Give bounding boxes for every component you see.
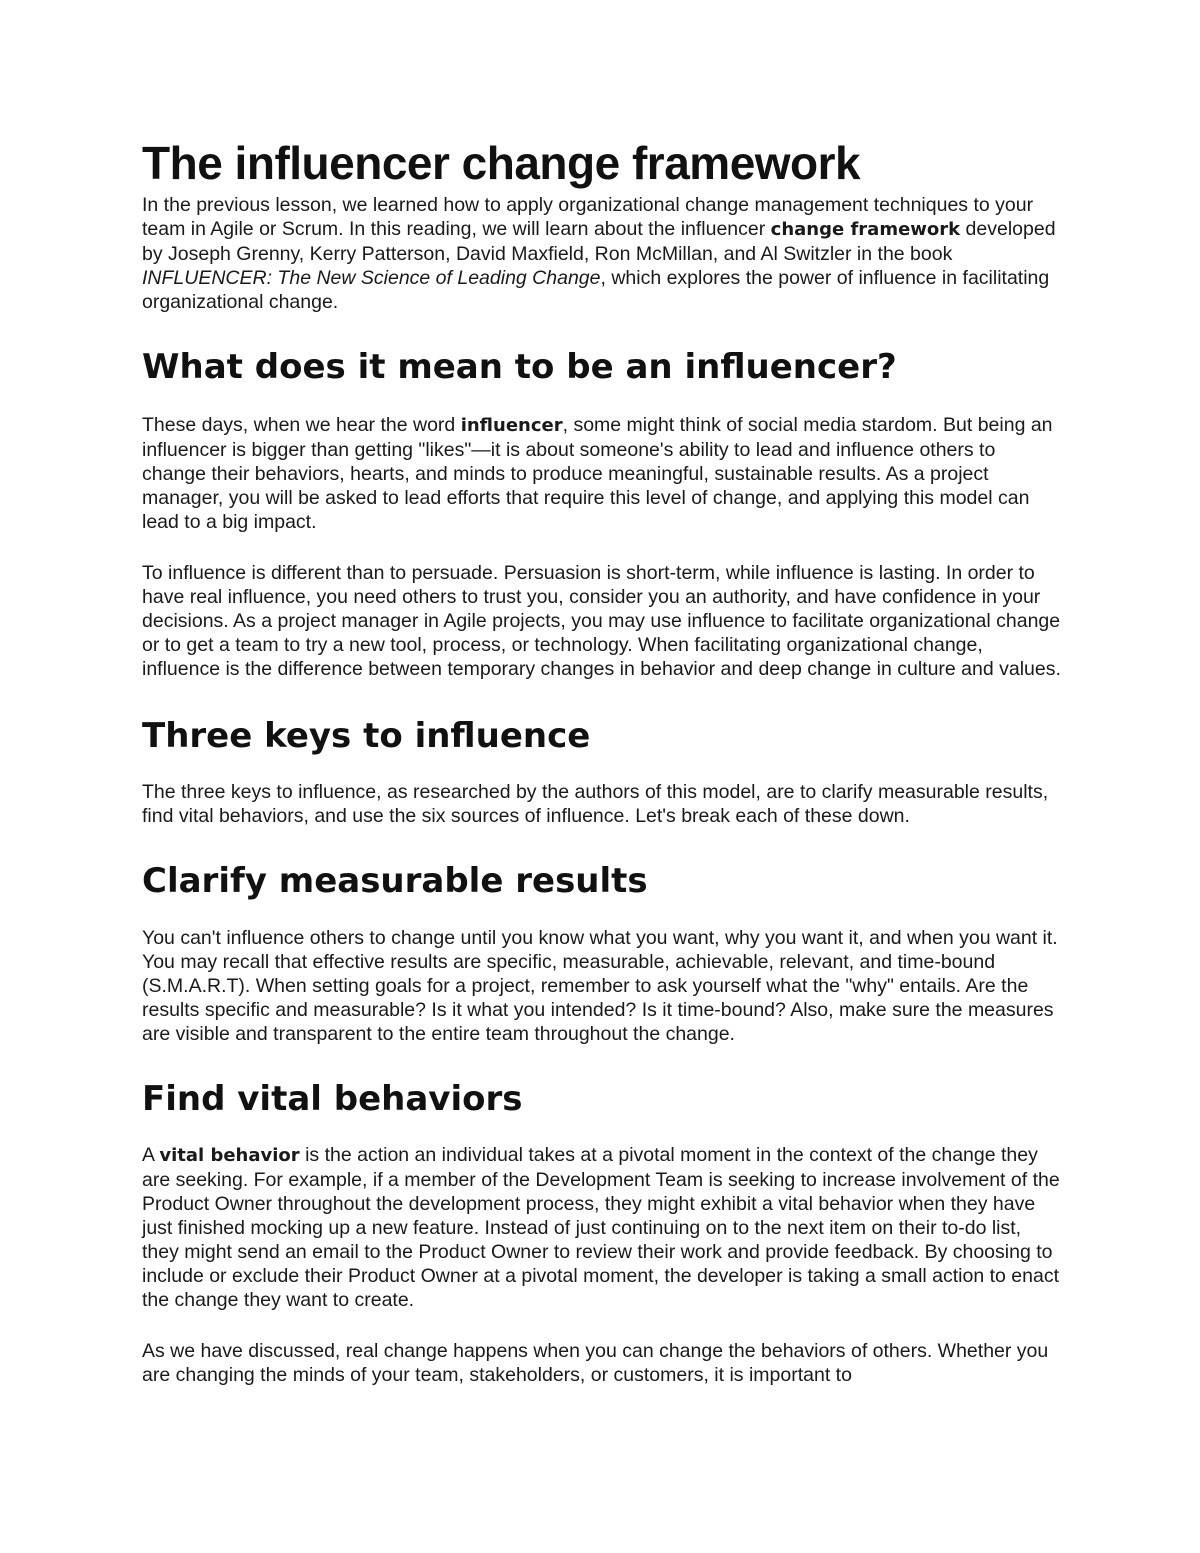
influencer-text-2: , some might think of social media stardom. But being an influencer is bigger than getting "likes"—it is about someone's ability to lead and influence others to change their behaviors, hearts, and minds to produce meaningful, sustainable results. As a project manager, you will be asked to lead efforts that require this level of change, and applying this model can lead to a big impact.	[142, 413, 1053, 533]
term-change-framework: change framework	[770, 218, 961, 240]
heading-clarify-results: Clarify measurable results	[142, 861, 648, 902]
influencer-paragraph-1	[142, 413, 1062, 534]
intro-text-1: In the previous lesson, we learned how to apply organizational change management techniques to your team in Agile or Scrum. In this reading, we will learn about the influencer	[142, 193, 1034, 240]
clarify-paragraph: You can't influence others to change until you know what you want, why you want it, and when you want it. You may recall that effective results are specific, measurable, achievable, relevant, and time-bound (S.M.A.R.T). When setting goals for a project, remember to ask yourself what the "why" entails. Are the results specific and measurable? Is it what you intended? Is it time-bound? Also, make sure the measures are visible and transparent to the entire team throughout the change.	[142, 926, 1058, 1045]
book-title: INFLUENCER: The New Science of Leading Change	[142, 266, 601, 289]
vital-paragraph-1	[142, 1143, 1062, 1312]
keys-paragraph: The three keys to influence, as researched by the authors of this model, are to clarify measurable results, find vital behaviors, and use the six sources of influence. Let's break each of these down.	[142, 781, 1049, 828]
heading-vital-behaviors: Find vital behaviors	[142, 1078, 523, 1119]
document-page	[142, 138, 1062, 1387]
influencer-paragraph-2: To influence is different than to persuade. Persuasion is short-term, while influence is lasting. In order to have real influence, you need others to trust you, consider you an authority, and have confidence in your decisions. As a project manager in Agile projects, you may use influence to facilitate organizational change or to get a team to try a new tool, process, or technology. When facilitating organizational change, influence is the difference between temporary changes in behavior and deep change in culture and values.	[142, 561, 1061, 680]
intro-paragraph	[142, 193, 1062, 314]
document-title: The influencer change framework	[142, 137, 861, 189]
intro-text-3: , which explores the power of influence in facilitating organizational change.	[142, 266, 1050, 313]
intro-text-2: developed by Joseph Grenny, Kerry Patterson, David Maxfield, Ron McMillan, and Al Switzler in the book	[142, 217, 1056, 265]
vital-text-2: is the action an individual takes at a pivotal moment in the context of the change they are seeking. For example, if a member of the Development Team is seeking to increase involvement of the Product Owner throughout the development process, they might exhibit a vital behavior when they have just finished mocking up a new feature. Instead of just continuing on to the next item on their to-do list, they might send an email to the Product Owner to review their work and provide feedback. By choosing to include or exclude their Product Owner at a pivotal moment, the developer is taking a small action to enact the change they want to create.	[142, 1144, 1060, 1312]
vital-paragraph-2: As we have discussed, real change happens when you can change the behaviors of others. Whether you are changing the minds of your team, stakeholders, or customers, it is important to	[142, 1340, 1049, 1387]
heading-influencer: What does it mean to be an influencer?	[142, 346, 897, 387]
vital-text-1: A	[142, 1144, 160, 1167]
term-vital-behavior: vital behavior	[159, 1145, 300, 1167]
heading-three-keys: Three keys to influence	[142, 715, 591, 756]
term-influencer: influencer	[460, 414, 563, 436]
influencer-text-1: These days, when we hear the word	[142, 413, 461, 436]
